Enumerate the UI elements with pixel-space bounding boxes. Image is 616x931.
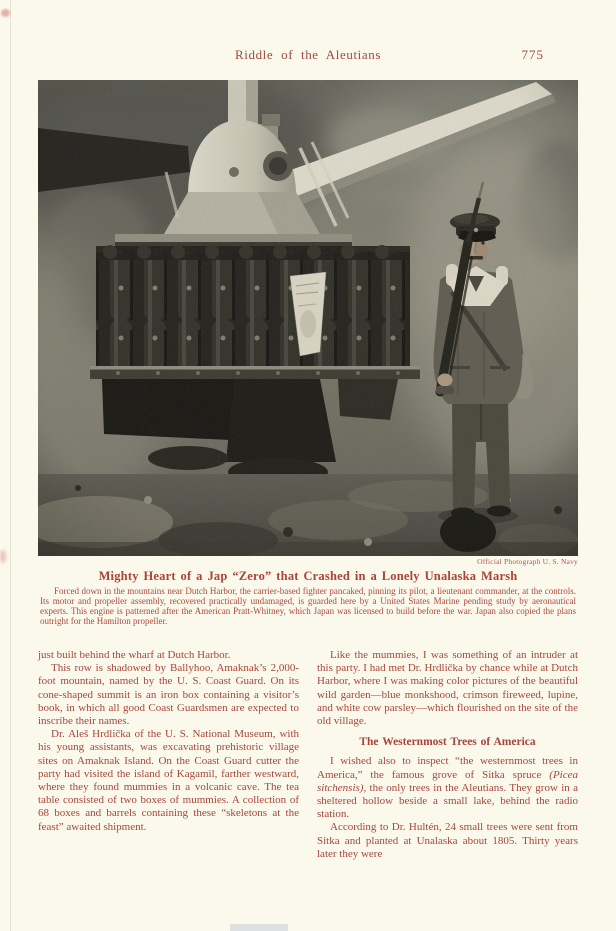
- article-title: Riddle of the Aleutians: [234, 47, 382, 62]
- section-heading: The Westernmost Trees of America: [359, 736, 536, 749]
- text-run: I wished also to inspect “the westernmost trees in America,” the famous grove of Sitka spruce: [317, 755, 578, 781]
- caption-body: Forced down in the mountains near Dutch Harbor, the carrier-based fighter pancaked, pinning its pilot, a lieutenant commander, at the controls. Its motor and propeller assembly, recovered practically undamaged, is guarded here by a United States Marine pending study by aeronautical experts. This engine is patterned after the American Pratt-Whitney, which Japan was licensed to build before the war. Japan also copied the plans outright for the Hamilton propeller.: [40, 586, 576, 626]
- vignette: [38, 80, 578, 556]
- ink-smudge: [0, 550, 6, 563]
- photo-illustration: [38, 80, 578, 556]
- page-crease: [10, 0, 11, 931]
- running-header: [38, 47, 578, 65]
- text-run: , the only trees in the Aleutians. They grow in a sheltered hollow beside a small lake, behind the radio station.: [317, 781, 578, 821]
- caption-title: Mighty Heart of a Jap “Zero” that Crashed in a Lonely Unalaska Marsh: [98, 569, 518, 583]
- zero-engine-photo: [38, 80, 578, 556]
- paragraph: According to Dr. Hultén, 24 small trees were sent from Sitka and planted at Unalaska about 1805. Thirty years later they were: [317, 821, 578, 860]
- paragraph: Like the mummies, I was something of an intruder at this party. I had met Dr. Hrdlička by chance while at Dutch Harbor, where I was making color pictures of the beautiful wild garden—blue monkshood, crimson fireweed, lupine, and white cow parsley—which flourished on the site of the old village.: [317, 649, 578, 728]
- paragraph: Dr. Aleš Hrdlička of the U. S. National Museum, with his young assistants, was excavating prehistoric village sites on Amaknak Island. On the Coast Guard cutter the party had visited the island of Kagamil, farther westward, where they found mummies in a volcanic cave. The tea table consisted of two boxes of mummies. A collection of 68 boxes and barrels containing these “skeletons at the feast” awaited shipment.: [38, 728, 299, 833]
- paragraph: just built behind the wharf at Dutch Harbor.: [38, 649, 231, 661]
- paragraph: This row is shadowed by Ballyhoo, Amaknak’s 2,000-foot mountain, named by the U. S. Coast Guard. On its cone-shaped summit is an iron box containing a visitor’s book, in which all good Coast Guardsmen are expected to inscribe their names.: [38, 662, 299, 728]
- page-number: 775: [521, 47, 544, 62]
- ink-smudge: [1, 9, 10, 17]
- photo-credit: Official Photograph U. S. Navy: [477, 557, 578, 566]
- scan-artifact: [230, 924, 288, 931]
- paragraph: [317, 755, 578, 821]
- article-columns: [38, 649, 578, 861]
- left-column: [38, 649, 299, 861]
- right-column: [317, 649, 578, 861]
- species-name: (Picea sitchensis): [317, 768, 578, 794]
